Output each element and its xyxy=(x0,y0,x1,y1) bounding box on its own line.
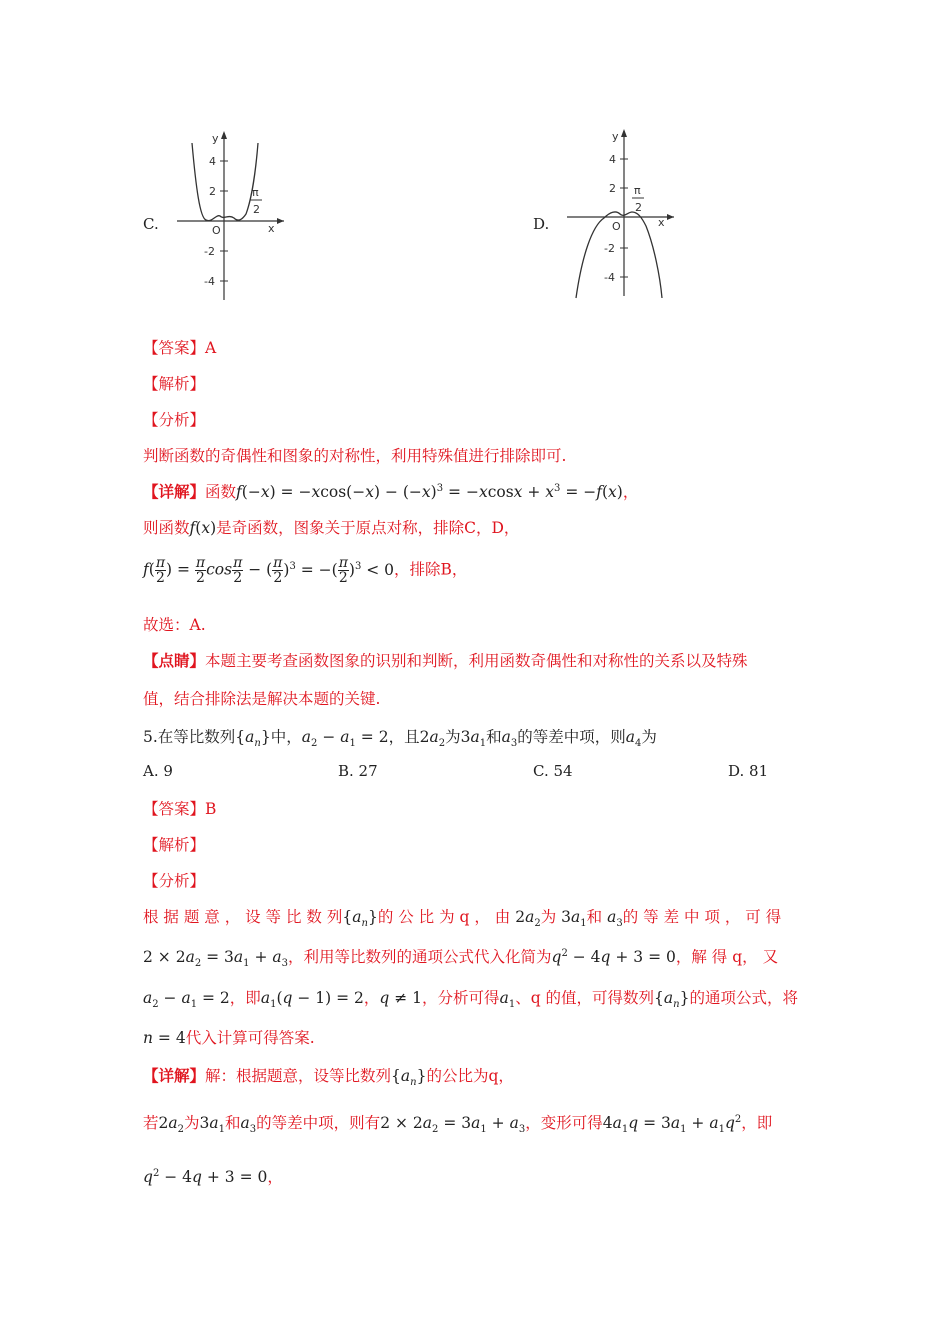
graph-d-2: 2 xyxy=(609,182,616,195)
q4-analysis-head: 【解析】 xyxy=(143,375,206,393)
graph-c-two: 2 xyxy=(253,203,260,216)
q5-fenxi-line1: 根 据 题 意 ， 设 等 比 数 列$\{a_n\}$的 公 比 为 q ， 由 $2a_2$为 $3a_1$和 $a_3$的 等 差 中 项 ， 可 得 xyxy=(143,908,782,930)
q4-conclusion: 故选：A. xyxy=(143,616,206,634)
graph-c-m2: -2 xyxy=(204,245,215,258)
graph-c-2: 2 xyxy=(209,185,216,198)
q5-option-a: A. 9 xyxy=(143,762,173,780)
graph-c-o: O xyxy=(212,224,221,237)
q4-detail-line3: f( $\frac{\pi}{2}$ ) = $\frac{\pi}{2}$ cos $\frac{\pi}{2}$ − ( $\frac{\pi}{2}$ )$^3$ = −( $\frac{\pi}{2}$ )$^3$ < 0，排除B， xyxy=(143,555,468,586)
graph-d-m2: -2 xyxy=(604,242,615,255)
q4-comment-line1: 【点睛】本题主要考查函数图象的识别和判断，利用函数奇偶性和对称性的关系以及特殊 xyxy=(143,651,748,670)
graph-d-y: y xyxy=(612,130,619,143)
q4-comment-line2: 值，结合排除法是解决本题的关键. xyxy=(143,690,381,708)
graph-d-m4: -4 xyxy=(604,271,615,284)
q4-fenxi-text: 判断函数的奇偶性和图象的对称性，利用特殊值进行排除即可. xyxy=(143,447,567,465)
q5-fenxi-line3: $a_2 - a_1 = 2$，即$a_1(q - 1) = 2$，q ≠ 1，分析可得$a_1$、q 的值，可得数列$\{a_n\}$的通项公式，将 xyxy=(143,989,799,1011)
q5-detail-line2: 若$2a_2$为$3a_1$和$a_3$的等差中项，则有$2 \times 2a_2 = 3a_1 + a_3$，变形可得$4a_1q = 3a_1 + a_1q^2$，即 xyxy=(143,1113,773,1136)
q5-option-c: C. 54 xyxy=(533,762,573,780)
graph-d-two: 2 xyxy=(635,201,642,214)
q5-detail-line3: $q^2 - 4q + 3 = 0$， xyxy=(143,1167,283,1186)
option-d-label: D. xyxy=(533,215,550,233)
q5-fenxi-head: 【分析】 xyxy=(143,872,206,890)
graph-c-y: y xyxy=(212,132,219,145)
graph-c-m4: -4 xyxy=(204,275,215,288)
q5-option-b: B. 27 xyxy=(338,762,378,780)
graph-c-pi: π xyxy=(252,186,259,199)
graph-d-x: x xyxy=(658,216,665,229)
q4-answer: 【答案】A xyxy=(143,339,217,357)
q5-fenxi-line4: n = 4代入计算可得答案. xyxy=(143,1029,315,1047)
q5-detail-line1: 【详解】解：根据题意，设等比数列$\{a_n\}$的公比为q， xyxy=(143,1066,514,1089)
q4-fenxi-head: 【分析】 xyxy=(143,411,206,429)
graph-c-4: 4 xyxy=(209,155,216,168)
q4-formula-1: f xyxy=(236,483,242,501)
q4-detail-tag: 【详解】 xyxy=(143,482,206,501)
option-c-label: C. xyxy=(143,215,159,233)
q4-detail-line2: 则函数f(x)是奇函数，图象关于原点对称，排除C，D， xyxy=(143,519,520,537)
graph-d-o: O xyxy=(612,220,621,233)
q4-detail-line1: 【详解】函数$f(-x) = -xcos(-x) - (-x)^3 = -xcosx + x^3 = -f(x)$， xyxy=(143,482,639,501)
q5-option-d: D. 81 xyxy=(728,762,769,780)
graph-d-4: 4 xyxy=(609,153,616,166)
graph-d-pi: π xyxy=(634,184,641,197)
graph-c xyxy=(172,128,292,307)
graph-d xyxy=(562,126,682,308)
q5-answer: 【答案】B xyxy=(143,800,217,818)
q5-stem: 5.在等比数列$\{a_n\}$中，$a_2 - a_1 = 2$，且$2a_2$为$3a_1$和$a_3$的等差中项，则$a_4$为 xyxy=(143,728,657,750)
q5-analysis-head: 【解析】 xyxy=(143,836,206,854)
graph-c-x: x xyxy=(268,222,275,235)
q5-fenxi-line2: $2 \times 2a_2 = 3a_1 + a_3$，利用等比数列的通项公式代入化简为$q^2 - 4q + 3 = 0$，解 得 q， 又 xyxy=(143,947,779,970)
